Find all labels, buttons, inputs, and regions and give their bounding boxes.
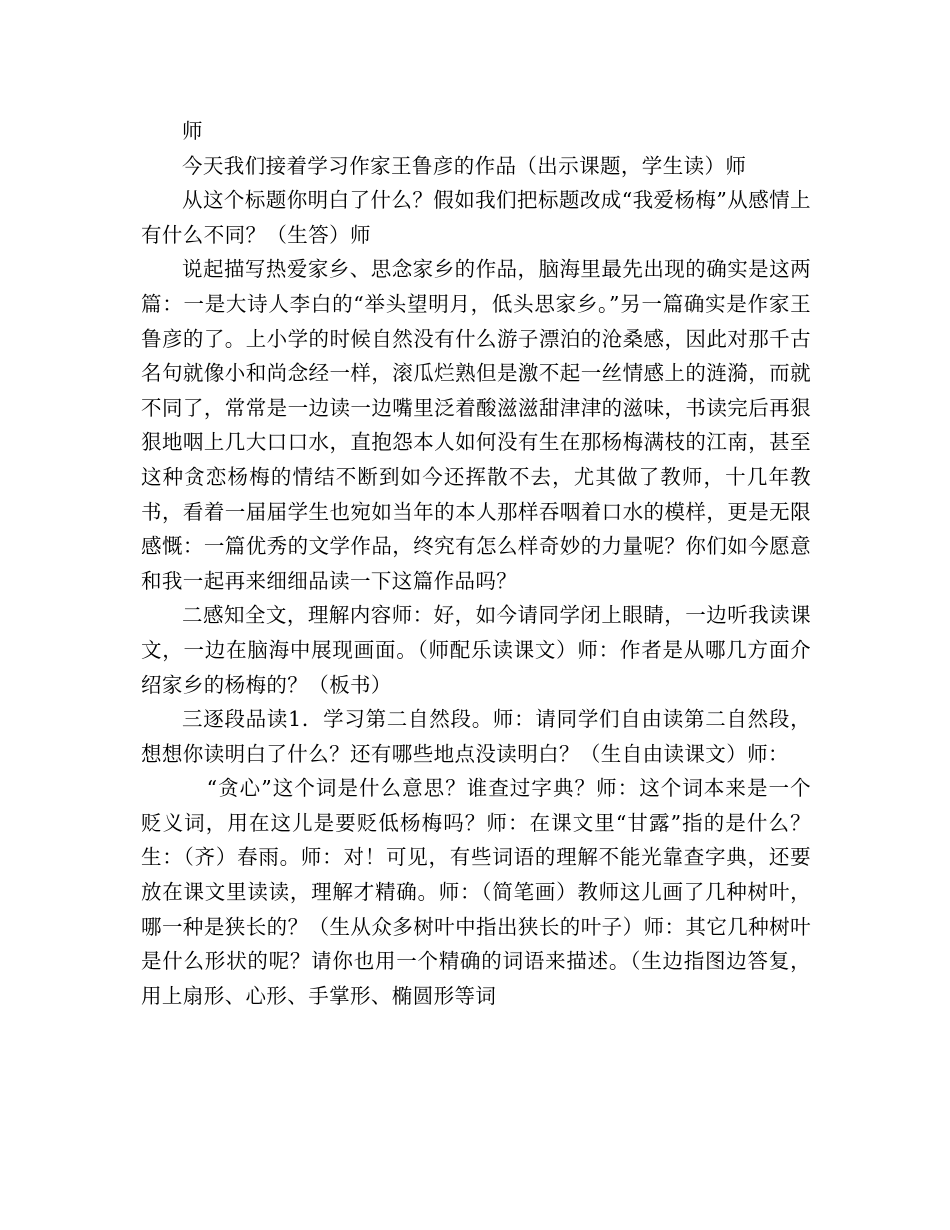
paragraph-5: 二感知全文，理解内容师：好，如今请同学闭上眼睛，一边听我读课文，一边在脑海中展现画面。（师配乐读课文）师：作者是从哪几方面介绍家乡的杨梅的？（板书） xyxy=(141,603,811,697)
document-body xyxy=(141,114,811,1013)
paragraph-6: 三逐段品读1．学习第二自然段。师：请同学们自由读第二自然段，想想你读明白了什么？还有哪些地点没读明白？（生自由读课文）师： xyxy=(141,707,811,766)
paragraph-1: 师 xyxy=(182,119,203,143)
paragraph-2: 今天我们接着学习作家王鲁彦的作品（出示课题，学生读）师 xyxy=(182,153,747,178)
paragraph-4: 说起描写热爱家乡、思念家乡的作品，脑海里最先出现的确实是这两篇：一是大诗人李白的“举头望明月，低头思家乡。”另一篇确实是作家王鲁彦的了。上小学的时候自然没有什么游子漂泊的沧桑感，因此对那千古名句就像小和尚念经一样，滚瓜烂熟但是激不起一丝情感上的涟漪，而就不同了，常常是一边读一边嘴里泛着酸滋滋甜津津的滋味，书读完后再狠狠地咽上几大口口水，直抱怨本人如何没有生在那杨梅满枝的江南，甚至这种贪恋杨梅的情结不断到如今还挥散不去，尤其做了教师，十几年教书，看着一届届学生也宛如当年的本人那样吞咽着口水的模样，更是无限感慨：一篇优秀的文学作品，终究有怎么样奇妙的力量呢？你们如今愿意和我一起再来细细品读一下这篇作品吗？ xyxy=(141,257,811,593)
paragraph-3: 从这个标题你明白了什么？假如我们把标题改成“我爱杨梅”从感情上有什么不同？（生答）师 xyxy=(141,188,811,247)
paragraph-7: “贪心”这个词是什么意思？谁查过字典？师：这个词本来是一个贬义词，用在这儿是要贬低杨梅吗？师：在课文里“甘露”指的是什么？生：（齐）春雨。师：对！可见，有些词语的理解不能光靠查字典，还要放在课文里读读，理解才精确。师：（简笔画）教师这儿画了几种树叶，哪一种是狭长的？（生从众多树叶中指出狭长的叶子）师：其它几种树叶是什么形状的呢？请你也用一个精确的词语来描述。（生边指图边答复，用上扇形、心形、手掌形、椭圆形等词 xyxy=(141,776,811,1008)
